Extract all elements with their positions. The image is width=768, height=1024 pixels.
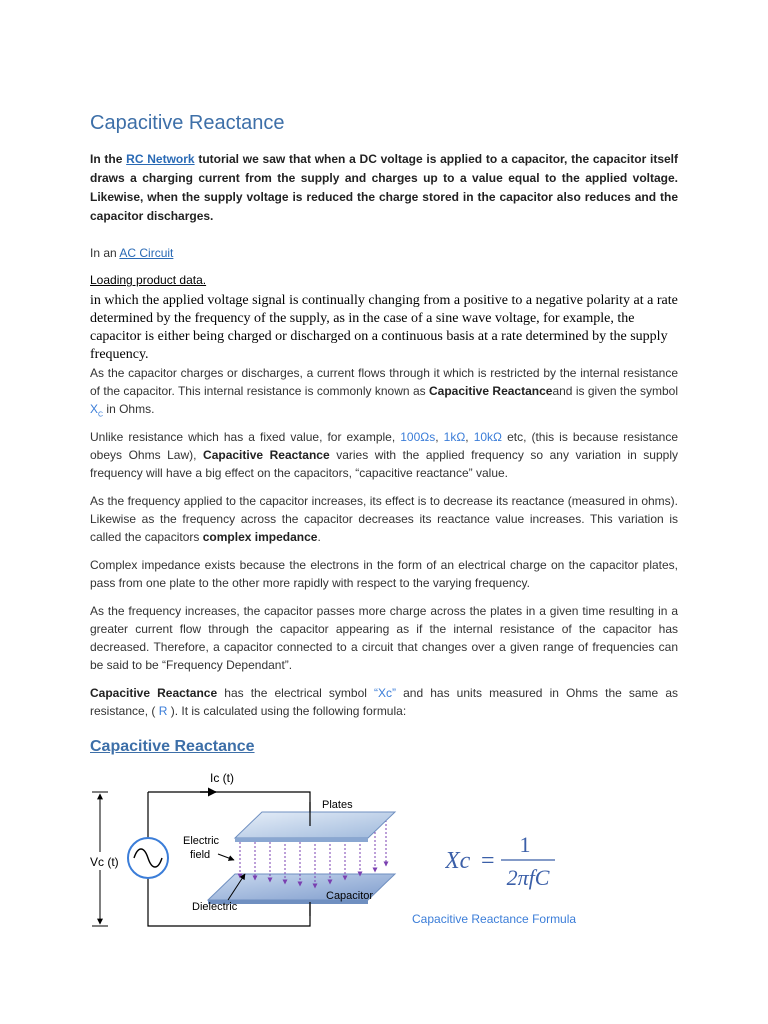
xc-symbol-sub: C [98, 411, 104, 419]
field-label: field [190, 849, 211, 861]
formula-equals: = [481, 848, 495, 874]
paragraph-complex-impedance: Complex impedance exists because the electrons in the form of an electrical charge on the capacitor plates, pass from one plate to the other more rapidly with respect to the varying frequency. [90, 558, 678, 590]
p1-text-a: As the capacitor charges or discharges, a current flows through it which is restricted by the internal resistance of the capacitor. This internal resistance is commonly known as [90, 366, 678, 398]
p6-r-symbol: R [158, 704, 168, 718]
capacitor-label: Capacitor [326, 890, 374, 902]
reactance-formula [445, 830, 565, 894]
electric-label: Electric [183, 835, 220, 847]
ac-prefix: In an [90, 246, 120, 260]
current-label: Ic (t) [210, 771, 234, 785]
intro-text: tutorial we saw that when a DC voltage is applied to a capacitor, the capacitor itself draws a charging current from the supply and charges up to a value equal to the applied voltage. Likewise, when the supply voltage is reduced the charge stored in the capacitor also reduces and the capacitor discharges. [90, 152, 678, 223]
capacitor-circuit-diagram [90, 766, 410, 936]
top-plate-edge [235, 838, 368, 842]
p6-bold: Capacitive Reactance [90, 686, 218, 700]
p2-text-c: varies with the applied frequency so any variation in supply frequency will have a big effect on the capacitors, “capacitive reactance” value. [90, 448, 678, 480]
p1-text-b: and is given the symbol [552, 384, 678, 398]
p2-text-a: Unlike resistance which has a fixed value, for example, [90, 430, 401, 444]
ac-source-icon [128, 838, 168, 878]
top-plate [235, 812, 395, 838]
formula-numerator: 1 [519, 832, 531, 857]
plates-label: Plates [322, 799, 353, 811]
field-pointer [218, 854, 234, 860]
formula-lhs: Xc [445, 848, 471, 874]
p3-text-a: As the frequency applied to the capacitor increases, its effect is to decrease its reactance (measured in ohms). Likewise as the frequency across the capacitor decreases its reactance value increases. This variation is called the capacitors [90, 494, 678, 544]
paragraph-reactance-intro [90, 364, 678, 424]
p1-text-c: in Ohms. [103, 402, 155, 416]
formula-caption: Capacitive Reactance Formula [412, 912, 577, 926]
loading-text: Loading product data. [90, 273, 207, 287]
xc-symbol-letter: X [90, 402, 99, 416]
intro-paragraph [90, 150, 678, 226]
paragraph-frequency-dependant: As the frequency increases, the capacitor passes more charge across the plates in a given time resulting in a greater current flow through the capacitor appearing as if the internal resistance of the capacitor has decreased. Therefore, a capacitor connected to a circuit that changes over a given range of frequencies can be said to be “Frequency Dependant”. [90, 604, 678, 672]
p3-text-b: . [317, 530, 321, 544]
value-100-ohms: 100Ωs [400, 430, 436, 444]
page-title: Capacitive Reactance [90, 112, 285, 134]
rc-network-link[interactable]: RC Network [126, 152, 195, 166]
value-1k-ohm: 1kΩ [443, 430, 466, 444]
section-subtitle[interactable]: Capacitive Reactance [90, 738, 255, 755]
paragraph-symbol [90, 684, 678, 720]
intro-prefix: In the [90, 152, 127, 166]
voltage-label: Vc (t) [90, 855, 119, 869]
paragraph-resistance [90, 428, 678, 482]
p6-text-b: and has units measured in Ohms the same as resistance, ( [90, 686, 678, 718]
xc-symbol [90, 402, 104, 419]
p6-text-c: ). It is calculated using the following formula: [167, 704, 407, 718]
p6-text-a: has the electrical symbol [217, 686, 375, 700]
ac-circuit-line [90, 246, 173, 260]
dielectric-label: Dielectric [192, 901, 238, 913]
p1-bold: Capacitive Reactance [429, 384, 553, 398]
paragraph-frequency [90, 492, 678, 546]
ac-circuit-link[interactable]: AC Circuit [119, 246, 174, 260]
formula-denominator: 2πfC [506, 865, 550, 890]
p2-bold: Capacitive Reactance [203, 448, 330, 462]
p3-bold: complex impedance [202, 530, 318, 544]
p2-text-b: etc, (this is because resistance obeys Ohms Law), [90, 430, 678, 462]
p2-sep-1: , [435, 430, 444, 444]
serif-paragraph: in which the applied voltage signal is continually changing from a positive to a negative polarity at a rate determined by the frequency of the supply, as in the case of a sine wave voltage, for example, the capacitor is either being charged or discharged on a continuous basis at a rate determined by the supply frequency. [90, 293, 678, 362]
p2-sep-2: , [465, 430, 474, 444]
value-10k-ohm: 10kΩ [473, 430, 503, 444]
p6-symbol: “Xc” [374, 686, 397, 700]
